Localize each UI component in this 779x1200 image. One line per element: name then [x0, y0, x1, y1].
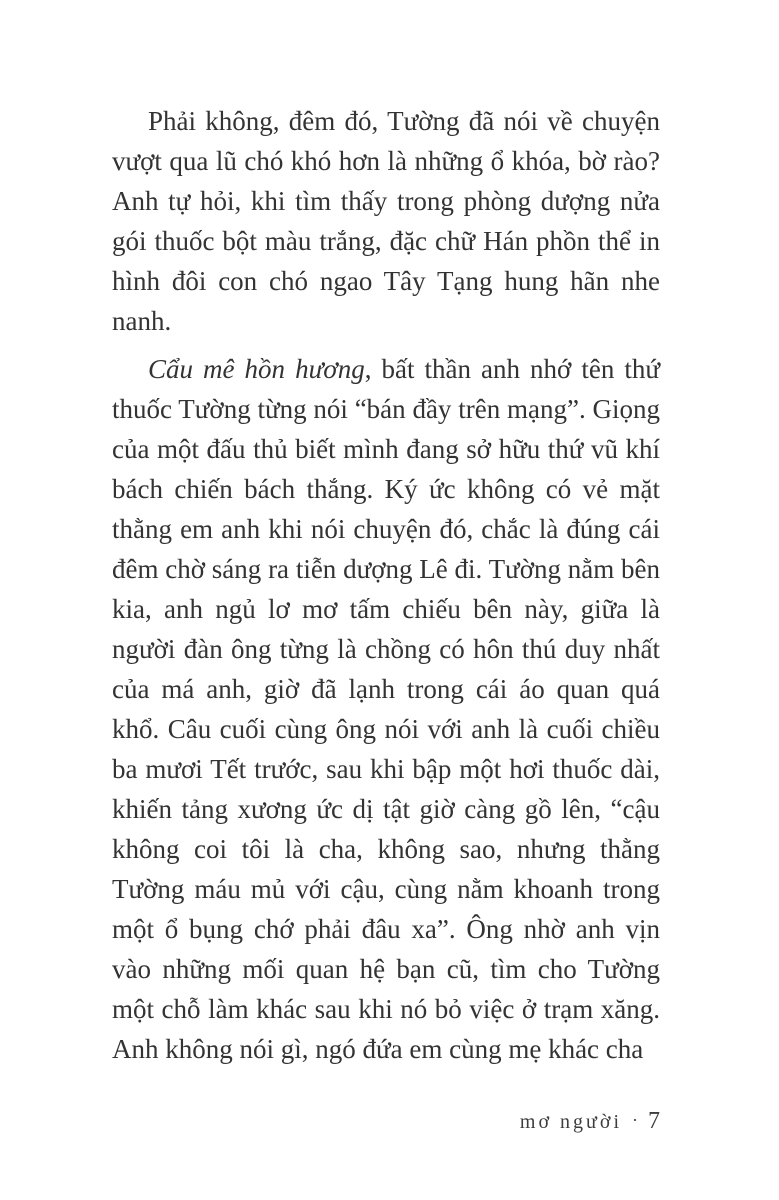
page-footer: [520, 1108, 660, 1135]
paragraph-text: Phải không, đêm đó, Tường đã nói về chuyện vượt qua lũ chó khó hơn là những ổ khóa, bờ rào? Anh tự hỏi, khi tìm thấy trong phòng dượng nửa gói thuốc bột màu trắng, đặc chữ Hán phồn thể in hình đôi con chó ngao Tây Tạng hung hãn nhe nanh.: [112, 106, 660, 336]
page-number: 7: [648, 1108, 660, 1134]
paragraph: [112, 101, 660, 341]
running-title: mơ người: [519, 1111, 622, 1133]
paragraph-text: , bất thần anh nhớ tên thứ thuốc Tường từng nói “bán đầy trên mạng”. Giọng của một đấu thủ biết mình đang sở hữu thứ vũ khí bách chiến bách thắng. Ký ức không có vẻ mặt thằng em anh khi nói chuyện đó, chắc là đúng cái đêm chờ sáng ra tiễn dượng Lê đi. Tường nằm bên kia, anh ngủ lơ mơ tấm chiếu bên này, giữa là người đàn ông từng là chồng có hôn thú duy nhất của má anh, giờ đã lạnh trong cái áo quan quá khổ. Câu cuối cùng ông nói với anh là cuối chiều ba mươi Tết trước, sau khi bập một hơi thuốc dài, khiến tảng xương ức dị tật giờ càng gồ lên, “cậu không coi tôi là cha, không sao, nhưng thằng Tường máu mủ với cậu, cùng nằm khoanh trong một ổ bụng chớ phải đâu xa”. Ông nhờ anh vịn vào những mối quan hệ bạn cũ, tìm cho Tường một chỗ làm khác sau khi nó bỏ việc ở trạm xăng. Anh không nói gì, ngó đứa em cùng mẹ khác cha: [112, 354, 660, 1064]
paragraph: [112, 349, 660, 1069]
separator-dot: ·: [632, 1110, 638, 1130]
italic-phrase: Cẩu mê hồn hương: [148, 354, 365, 384]
body-text: [112, 101, 660, 1069]
